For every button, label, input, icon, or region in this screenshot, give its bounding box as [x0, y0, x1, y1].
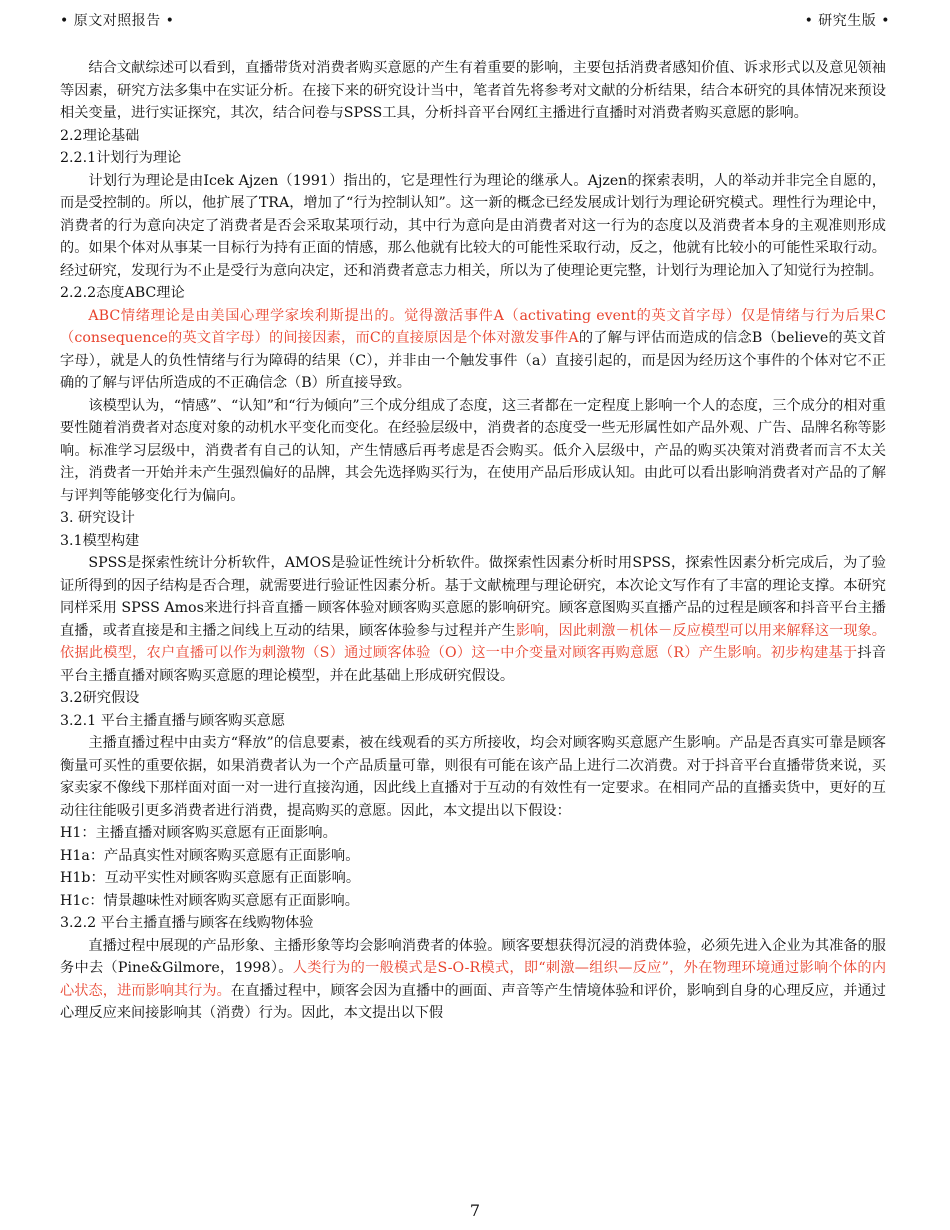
hypothesis-h1b: H1b：互动平实性对顾客购买意愿有正面影响。	[60, 870, 361, 886]
document-body	[60, 57, 886, 1025]
paragraph-literature-summary: 结合文献综述可以看到，直播带货对消费者购买意愿的产生有着重要的影响，主要包括消费者感知价值、诉求形式以及意见领袖等因素，研究方法多集中在实证分析。在接下来的研究设计当中，笔者首先将参考对文献的分析结果，结合本研究的具体情况来预设相关变量，进行实证探究，其次，结合问卷与SPSS工具，分析抖音平台网红主播进行直播时对消费者购买意愿的影响。	[60, 60, 886, 121]
heading-3-2-1: 3.2.1 平台主播直播与顾客购买意愿	[60, 712, 286, 729]
heading-2-2-2: 2.2.2态度ABC理论	[60, 285, 185, 301]
header-report-title: • 原文对照报告 •	[60, 13, 175, 29]
highlighted-text: ABC情绪理论是由美国心理学家埃利斯提出的。觉得激活事件A（activating event的英文首字母）仅是情绪与行为后果C（consequence的英文首字母）的间接因素，而C的直接原因是个体对激发事件A	[60, 307, 886, 346]
body-text: 直播过程中展现的产品形象、主播形象等均会影响消费者的体验。顾客要想获得沉浸的消费体验，必须先进入企业为其准备的服务中去（Pine&Gilmore，1998）。	[60, 937, 886, 976]
body-text: 的了解与评估而造成的信念B（believe的英文首字母），就是人的负性情绪与行为障碍的结果（C），并非由一个触发事件（a）直接引起的，而是因为经历这个事件的个体对它不正确的了解与评估所造成的不正确信念（B）所直接导致。	[60, 330, 886, 391]
highlighted-text: 人类行为的一般模式是S-O-R模式，即“刺激—组织—反应”，外在物理环境通过影响个体的内心状态，进而影响其行为。	[60, 960, 887, 999]
heading-2-2: 2.2理论基础	[60, 127, 140, 144]
heading-3-2-2: 3.2.2 平台主播直播与顾客在线购物体验	[60, 915, 314, 931]
heading-3-2: 3.2研究假设	[60, 690, 140, 706]
paragraph-attitude-model: 该模型认为，“情感”、“认知”和“行为倾向”三个成分组成了态度，这三者都在一定程度上影响一个人的态度，三个成分的相对重要性随着消费者对态度对象的动机水平变化而变化。在经验层级中，消费者的态度受一些无形属性如产品外观、广告、品牌名称等影响。标准学习层级中，消费者有自己的认知，产生情感后再考虑是否会购买。低介入层级中，产品的购买决策对消费者而言不太关注，消费者一开始并未产生强烈偏好的品牌，其会先选择购买行为，在使用产品后形成认知。由此可以看出影响消费者对产品的了解与评判等能够变化行为偏向。	[60, 397, 886, 504]
body-text: 抖音平台主播直播对顾客购买意愿的理论模型，并在此基础上形成研究假设。	[60, 645, 886, 684]
hypothesis-h1: H1：主播直播对顾客购买意愿有正面影响。	[60, 825, 337, 841]
heading-3: 3. 研究设计	[60, 510, 135, 526]
hypothesis-h1a: H1a：产品真实性对顾客购买意愿有正面影响。	[60, 847, 360, 864]
highlighted-text: 影响，因此刺激－机体－反应模型可以用来解释这一现象。依据此模型，农户直播可以作为刺激物（S）通过顾客体验（O）这一中介变量对顾客再购意愿（R）产生影响。初步构建基于	[60, 622, 886, 661]
paragraph-model-construction	[60, 552, 886, 687]
paragraph-planned-behavior: 计划行为理论是由Icek Ajzen（1991）指出的，它是理性行为理论的继承人。Ajzen的探索表明，人的举动并非完全自愿的，而是受控制的。所以，他扩展了TRA，增加了“行为控制认知”。这一新的概念已经发展成计划行为理论研究模式。理性行为理论中，消费者的行为意向决定了消费者是否会采取某项行动，其中行为意向是由消费者对这一行为的态度以及消费者本身的主观准则形成的。如果个体对从事某一目标行为持有正面的情感，那么他就有比较大的可能性采取行动，反之，他就有比较小的可能性采取行动。经过研究，发现行为不止是受行为意向决定，还和消费者意志力相关，所以为了使理论更完整，计划行为理论加入了知觉行为控制。	[60, 172, 886, 279]
body-text: 在直播过程中，顾客会因为直播中的画面、声音等产生情境体验和评价，影响到自身的心理反应，并通过心理反应来间接影响其（消费）行为。因此，本文提出以下假	[60, 982, 886, 1021]
paragraph-online-experience	[60, 935, 886, 1025]
hypothesis-h1c: H1c：情景趣味性对顾客购买意愿有正面影响。	[60, 892, 359, 909]
heading-2-2-1: 2.2.1计划行为理论	[60, 150, 182, 166]
page-number: 7	[469, 1201, 481, 1220]
body-text: SPSS是探索性统计分析软件，AMOS是验证性统计分析软件。做探索性因素分析时用SPSS，探索性因素分析完成后，为了验证所得到的因子结构是否合理，就需要进行验证性因素分析。基于文献梳理与理论研究，本次论文写作有了丰富的理论支撑。本研究同样采用 SPSS Amos来进行抖音直播－顾客体验对顾客购买意愿的影响研究。顾客意图购买直播产品的过程是顾客和抖音平台主播直播，或者直接是和主播之间线上互动的结果，顾客体验参与过程并产生	[60, 555, 886, 639]
paragraph-abc-theory	[60, 305, 886, 395]
header-edition: • 研究生版 •	[804, 13, 890, 29]
paragraph-live-purchase: 主播直播过程中由卖方“释放”的信息要素，被在线观看的买方所接收，均会对顾客购买意愿产生影响。产品是否真实可靠是顾客衡量可买性的重要依据，如果消费者认为一个产品质量可靠，则很有可能在该产品上进行二次消费。对于抖音平台直播带货来说，买家卖家不像线下那样面对面一对一进行直接沟通，因此线上直播对于互动的有效性有一定要求。在相同产品的直播卖货中，更好的互动往往能吸引更多消费者进行消费，提高购买的意愿。因此，本文提出以下假设：	[60, 735, 886, 819]
heading-3-1: 3.1模型构建	[60, 532, 140, 549]
